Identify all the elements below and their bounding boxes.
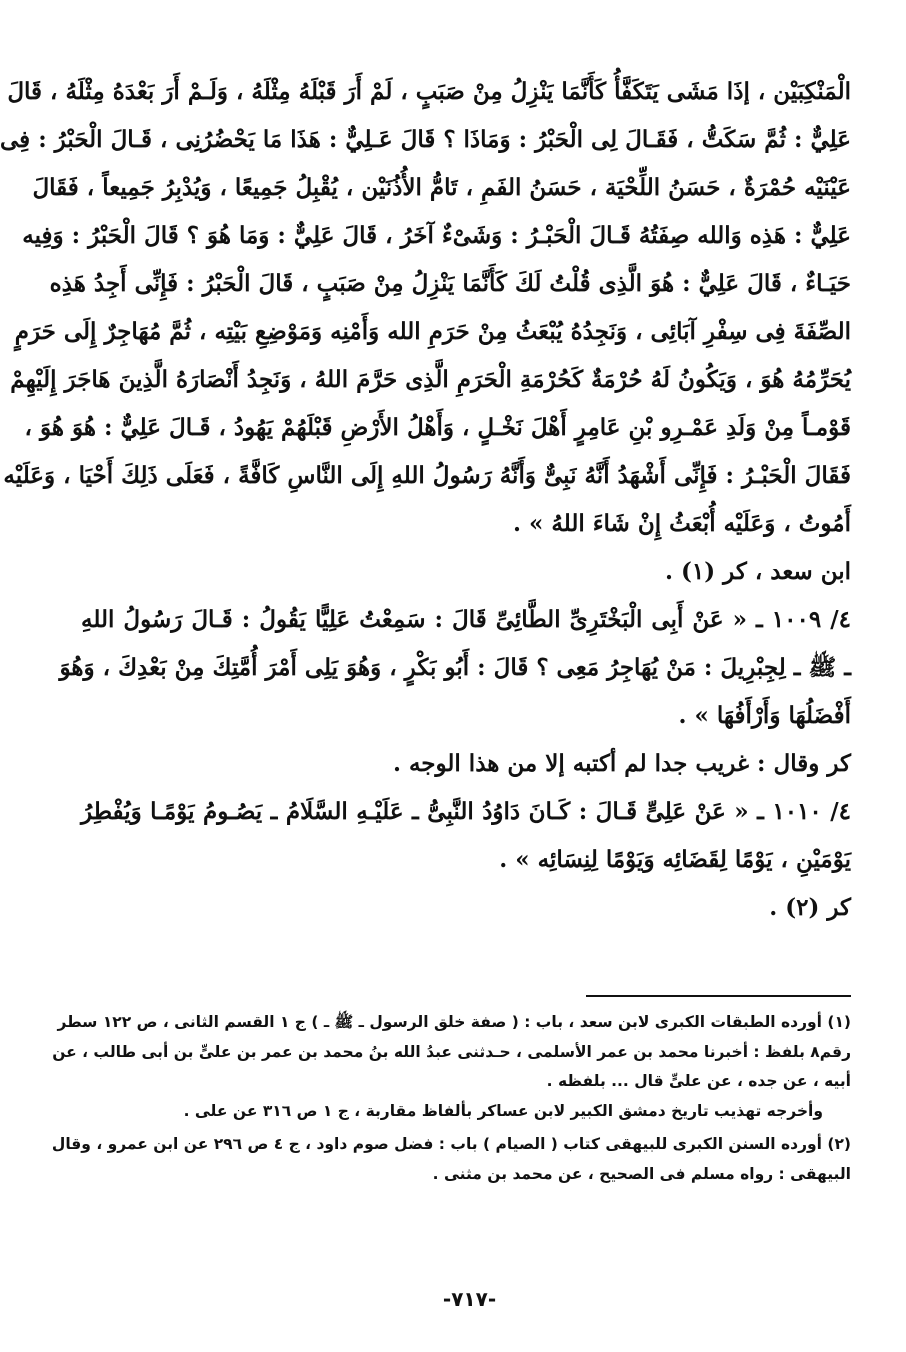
text-line: يَوْمَيْنِ ، يَوْمًا لِقَضَائِه وَيَوْمًا لِنِسَائِه » . [499, 846, 851, 873]
text-line: الصِّفَةَ فِى سِفْرِ آبَائِى ، وَنَجِدُهُ يُبْعَثُ مِنْ حَرَمِ الله وَأَمْنِه وَمَوْضِعِ بَيْتِه ، ثُمَّ مُهَاجِرٌ إِلَى حَرَمٍ [14, 318, 851, 345]
footnote-line: البيهقى : رواه مسلم فى الصحيح ، عن محمد بن مثنى . [432, 1164, 851, 1183]
text-line: عَلِيٌّ : ثُمَّ سَكَتُّ ، فَقَـالَ لِى الْحَبْرُ : وَمَاذَا ؟ قَالَ عَـلِيٌّ : هَذَا مَا يَحْضُرُنِى ، قَـالَ الْحَبْرُ : فِى [0, 126, 851, 153]
footnote-line: (٢) أورده السنن الكبرى للبيهقى كتاب ( الصيام ) باب : فضل صوم داود ، ج ٤ ص ٢٩٦ عن ابن عمرو ، وقال [51, 1135, 851, 1153]
source-citation: كر (٢) . [769, 894, 851, 921]
text-line: الْمَنْكِبَيْن ، إذَا مَشَى يَتَكَفَّأُ كَأَنَّمَا يَنْزِلُ مِنْ صَبَبٍ ، لَمْ أَرَ قَبْلَهُ مِثْلَهُ ، وَلَـمْ أَرَ بَعْدَهُ مِثْلَهُ ، قَالَ [7, 78, 851, 105]
text-line: حَيَـاءٌ ، قَالَ عَلِيٌّ : هُوَ الَّذِى قُلْتُ لَكَ كَأَنَّمَا يَنْزِلُ مِنْ صَبَبٍ ، قَالَ الْحَبْرُ : فَإِنِّى أَجِدُ هَذِه [49, 270, 851, 297]
text-line: يُحَرِّمُهُ هُوَ ، وَيَكُونُ لَهُ حُرْمَةٌ كَحُرْمَةِ الْحَرَمِ الَّذِى حَرَّمَ اللهُ ، وَنَجِدُ أَنْصَارَهُ الَّذِينَ هَاجَرَ إِلَيْهِمْ [10, 366, 851, 393]
page-number: -٧١٧- [442, 1287, 497, 1311]
footnote-divider [586, 995, 851, 997]
footnote-line: (١) أورده الطبقات الكبرى لابن سعد ، باب : ( صفة خلق الرسول ـ ﷺ ـ ) ج ١ القسم الثانى ، ص ١٢٢ سطر [57, 1013, 851, 1031]
source-citation: ابن سعد ، كر (١) . [665, 558, 851, 585]
text-line: ـ ﷺ ـ لِجِبْرِيلَ : مَنْ يُهَاجِرُ مَعِى ؟ قَالَ : أَبُو بَكْرٍ ، وَهُوَ يَلِى أَمْرَ أُمَّتِكَ مِنْ بَعْدِكَ ، وَهُوَ [59, 654, 851, 681]
text-line: عَيْنَيْه حُمْرَةٌ ، حَسَنُ اللِّحْيَة ، حَسَنُ الفَمِ ، تَامُّ الأُذُنَيْن ، يُقْبِلُ جَمِيعًا ، وَيُدْبِرُ جَمِيعاً ، فَقَالَ [32, 174, 851, 201]
main-text [0, 68, 851, 932]
text-line: أَمُوتُ ، وَعَلَيْه أُبْعَثُ إِنْ شَاءَ اللهُ » . [512, 510, 851, 537]
text-line: فَقَالَ الْحَبْـرُ : فَإِنِّى أَشْهَدُ أَنَّهُ نَبِىٌّ وَأَنَّهُ رَسُولُ اللهِ إِلَى النَّاسِ كَافَّةً ، فَعَلَى ذَلِكَ أَحْيَا ، وَعَلَيْه [3, 462, 851, 489]
hadith-1009-line: ٤/ ١٠٠٩ ـ « عَنْ أَبِى الْبَخْتَرِىِّ الطَّائِىِّ قَالَ : سَمِعْتُ عَلِيًّا يَقُولُ : قَـالَ رَسُولُ اللهِ [81, 606, 851, 633]
hadith-1010-line: ٤/ ١٠١٠ ـ « عَنْ عَلِىٍّ قَـالَ : كَـانَ دَاوُدُ النَّبِىُّ ـ عَلَيْـهِ السَّلَامُ ـ يَصُـومُ يَوْمًـا وَيُفْطِرُ [81, 798, 851, 825]
footnote-line: أبيه ، عن جده ، عن علىٍّ قال ... بلفظه . [546, 1072, 851, 1090]
source-citation: كر وقال : غريب جدا لم أكتبه إلا من هذا الوجه . [392, 750, 851, 777]
text-line: قَوْمـاً مِنْ وَلَدِ عَمْـرِو بْنِ عَامِرٍ أَهْلَ نَخْـلٍ ، وَأَهْلُ الأَرْضِ قَبْلَهُمْ يَهُودُ ، قَـالَ عَلِيٌّ : هُوَ هُوَ ، [24, 414, 851, 441]
text-line: أَفْضَلُهَا وَأَرْأَفُهَا » . [678, 702, 851, 729]
text-line: عَلِيٌّ : هَذِه وَالله صِفَتُهُ قَـالَ الْحَبْـرُ : وَشَىْءٌ آخَرُ ، قَالَ عَلِيٌّ : وَمَا هُوَ ؟ قَالَ الْحَبْرُ : وَفِيه [22, 222, 851, 249]
footnote-line: رقم٨ بلفظ : أخبرنا محمد بن عمر الأسلمى ، حـدثنى عبدُ الله بنُ محمد بن عمر بن علىٍّ بن أبى طالب ، عن [52, 1042, 851, 1061]
footnote-line: وأخرجه تهذيب تاريخ دمشق الكبير لابن عساكر بألفاظ مقاربة ، ج ١ ص ٣١٦ عن على . [183, 1101, 823, 1120]
footnotes [51, 1008, 851, 1189]
